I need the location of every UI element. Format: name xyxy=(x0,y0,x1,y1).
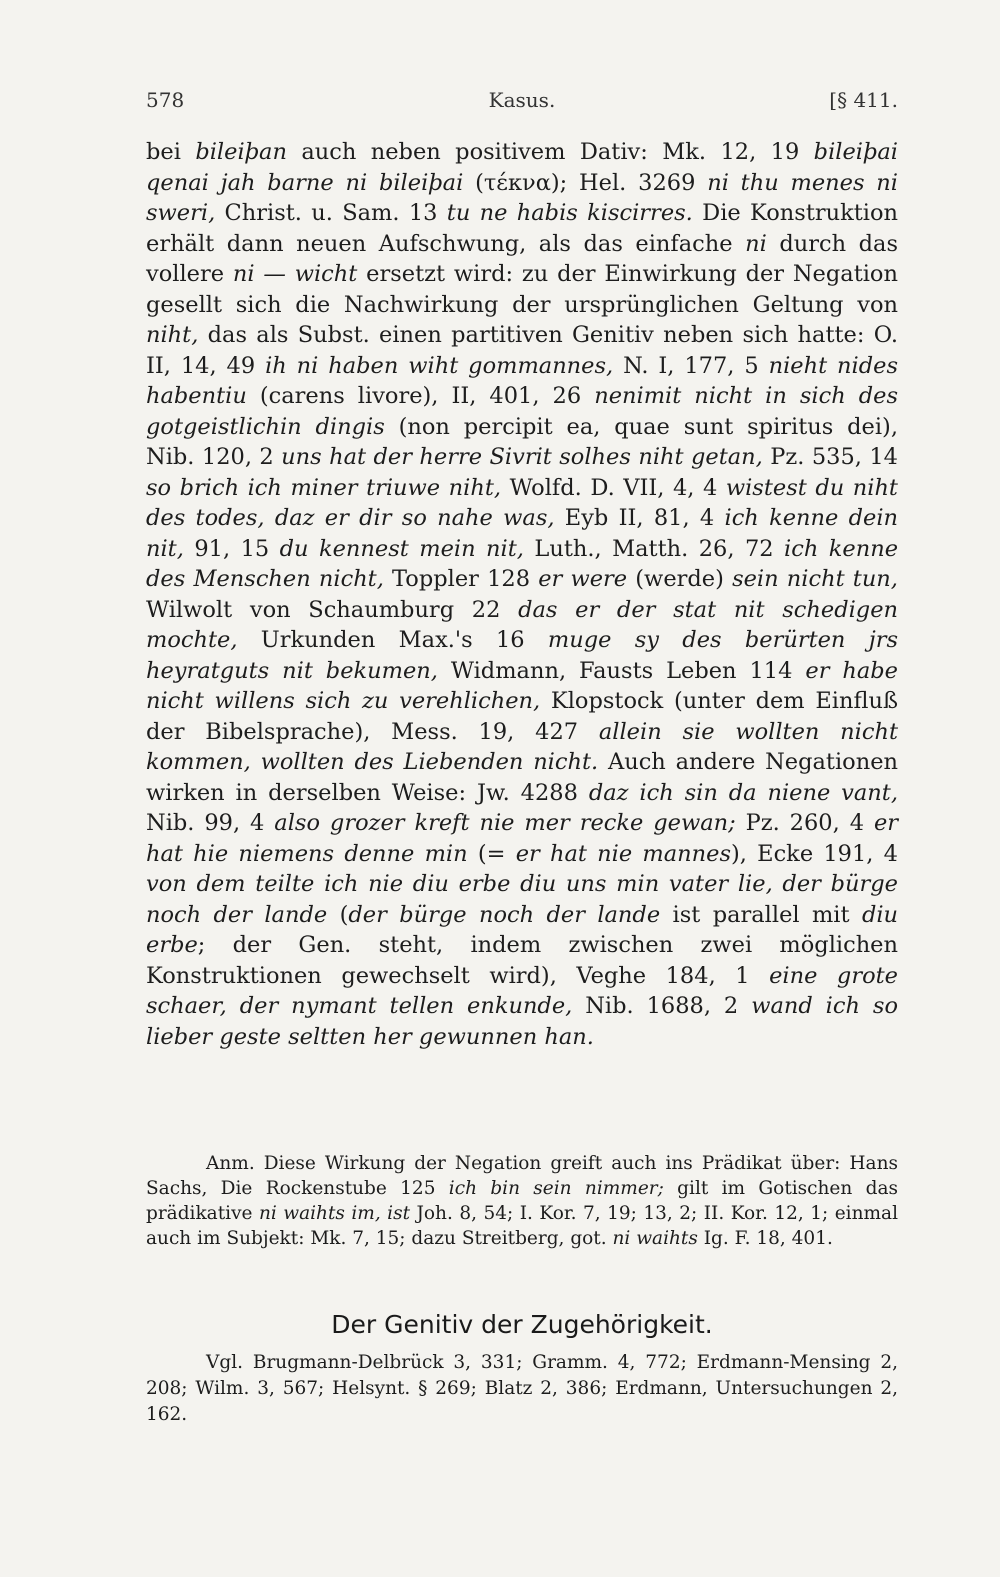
italic-run: bileiþan xyxy=(195,139,287,165)
italic-run: ich bin sein nimmer; xyxy=(448,1178,664,1199)
text-run: Klopstock (unter dem Einfluß der Bibelsprache), Mess. 19, 427 xyxy=(146,688,898,745)
running-header xyxy=(146,88,898,118)
italic-run: uns hat der herre Sivrit solhes niht getan, xyxy=(281,444,763,470)
italic-run: daz ich sin da niene vant, xyxy=(588,779,898,806)
italic-run: ni — wicht xyxy=(232,261,358,287)
italic-run: er hat nie mannes xyxy=(515,840,731,867)
note-paragraph xyxy=(146,1151,898,1251)
italic-run: ich kenne des Menschen nicht, xyxy=(146,535,899,592)
section-heading: Der Genitiv der Zugehörigkeit. xyxy=(331,1310,713,1339)
text-run: ( xyxy=(327,901,349,928)
text-run: Eyb II, 81, 4 xyxy=(554,505,725,531)
text-run: Toppler 128 xyxy=(383,566,539,592)
italic-run: er were xyxy=(538,566,628,592)
text-run: durch das vollere xyxy=(146,230,898,287)
italic-run: muge sy des berürten jrs heyratguts nit bekumen, xyxy=(146,627,899,684)
italic-run: ni xyxy=(745,230,767,257)
text-run: 91, 15 xyxy=(183,535,280,562)
text-run: (non percipit ea, quae sunt spiritus dei), Nib. 120, 2 xyxy=(146,413,898,470)
italic-run: allein sie wollten nicht kommen, wollten des Liebenden nicht. xyxy=(146,718,898,775)
main-text xyxy=(146,137,898,1052)
text-run: (werde) xyxy=(627,566,733,592)
italic-run: also grozer kreft nie mer recke gewan; xyxy=(274,810,736,836)
text-run: ; der Gen. steht, indem zwischen zwei möglichen Konstruktionen gewechselt wird), Veghe 184, 1 xyxy=(146,932,898,989)
text-run: Auch andere Negationen wirken in derselben Weise: Jw. 4288 xyxy=(146,749,898,806)
italic-run: bileiþai qenai jah barne ni bileiþai xyxy=(146,139,898,196)
italic-run: das er der stat nit schedigen mochte, xyxy=(146,596,898,653)
text-run: Anm. Diese Wirkung der Negation greift auch ins Prädikat über: Hans Sachs, Die Rockenstube 125 xyxy=(146,1153,898,1199)
italic-run: er habe nicht willens sich zu verehlichen, xyxy=(146,657,899,714)
text-run: auch neben positivem Dativ: Mk. 12, 19 xyxy=(286,139,814,165)
text-run: (carens livore), II, 401, 26 xyxy=(246,383,595,409)
text-run: Die Konstruktion erhält dann neuen Aufschwung, als das einfache xyxy=(146,200,899,257)
italic-run: diu erbe xyxy=(146,901,899,958)
annotation-note xyxy=(146,1151,898,1251)
text-run: Widmann, Fausts Leben 114 xyxy=(437,657,806,684)
text-run: Joh. 8, 54; I. Kor. 7, 19; 13, 2; II. Kor. 12, 1; einmal auch im Subjekt: Mk. 7, 15; dazu Streitberg, got. xyxy=(146,1203,898,1249)
italic-run: ni waihts xyxy=(612,1228,698,1249)
text-run: das als Subst. einen partitiven Genitiv neben sich hatte: O. II, 14, 49 xyxy=(146,322,898,379)
text-run: N. I, 177, 5 xyxy=(613,352,769,379)
italic-run: nieht nides habentiu xyxy=(146,352,898,409)
page-number: 578 xyxy=(146,88,185,112)
italic-run: so brich ich miner triuwe niht, xyxy=(146,474,502,501)
text-run: Pz. 535, 14 xyxy=(762,444,898,470)
references xyxy=(146,1350,898,1428)
italic-run: ni thu menes ni sweri, xyxy=(146,169,898,226)
italic-run: du kennest mein nit, xyxy=(279,535,524,562)
italic-run: nenimit nicht in sich des gotgeistlichin dingis xyxy=(146,383,898,440)
italic-run: er hat hie niemens denne min xyxy=(146,810,899,867)
text-run: Nib. 99, 4 xyxy=(146,810,275,836)
italic-run: niht, xyxy=(146,322,199,348)
text-run: Christ. u. Sam. 13 xyxy=(215,200,447,226)
italic-run: der bürge noch der lande xyxy=(348,901,661,928)
italic-run: von dem teilte ich nie diu erbe diu uns min vater lie, der bürge noch der lande xyxy=(146,871,898,928)
text-run: (τέκνα); Hel. 3269 xyxy=(463,169,708,196)
text-run: Pz. 260, 4 xyxy=(735,810,874,836)
text-run: Nib. 1688, 2 xyxy=(572,993,752,1019)
italic-run: ich kenne dein nit, xyxy=(146,505,899,562)
text-run: ), Ecke 191, 4 xyxy=(731,840,899,867)
text-run: Wilwolt von Schaumburg 22 xyxy=(146,596,519,623)
text-run: gilt im Gotischen das prädikative xyxy=(146,1178,898,1224)
references-paragraph: Vgl. Brugmann-Delbrück 3, 331; Gramm. 4, 772; Erdmann-Mensing 2, 208; Wilm. 3, 567; Helsynt. § 269; Blatz 2, 386; Erdmann, Untersuchungen 2, 162. xyxy=(146,1352,898,1425)
text-run: Ig. F. 18, 401. xyxy=(697,1228,833,1249)
italic-run: wistest du niht des todes, daz er dir so nahe was, xyxy=(146,474,898,531)
italic-run: ni waihts im, ist xyxy=(258,1203,411,1224)
running-title: Kasus. xyxy=(488,88,556,112)
italic-run: sein nicht tun, xyxy=(732,566,898,592)
italic-run: wand ich so lieber geste seltten her gewunnen han. xyxy=(146,993,898,1050)
section-reference: [§ 411. xyxy=(829,88,898,112)
italic-run: ih ni haben wiht gommannes, xyxy=(265,352,614,379)
text-run: Luth., Matth. 26, 72 xyxy=(523,535,785,562)
text-run: Urkunden Max.'s 16 xyxy=(237,627,548,653)
text-run: Wolfd. D. VII, 4, 4 xyxy=(501,474,726,501)
text-run: (= xyxy=(467,840,516,867)
text-run: bei xyxy=(146,139,196,165)
text-run: ersetzt wird: zu der Einwirkung der Negation gesellt sich die Nachwirkung der ursprünglichen Geltung von xyxy=(146,261,898,318)
italic-run: eine grote schaer, der nymant tellen enkunde, xyxy=(146,962,898,1019)
italic-run: tu ne habis kiscirres. xyxy=(446,200,693,226)
main-paragraph xyxy=(146,137,898,1052)
text-run: ist parallel mit xyxy=(660,901,862,928)
